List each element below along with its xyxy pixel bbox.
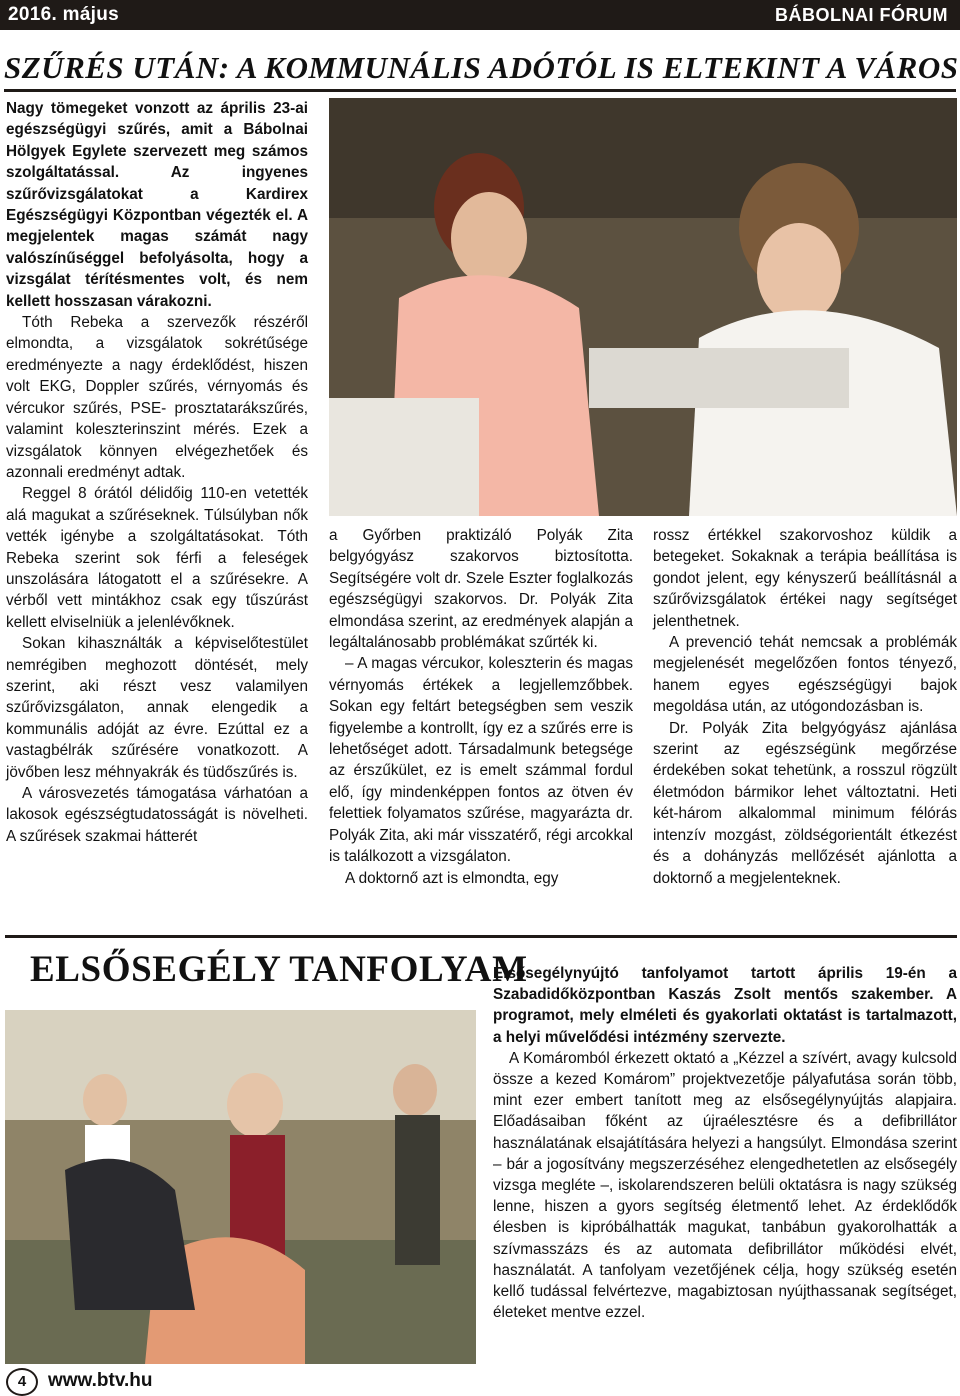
article-lead: Nagy tömegeket vonzott az április 23-ai egészségügyi szűrés, amit a Bábolnai Hölgyek Egylete szervezett meg számos szolgáltatással. Az ingyenes szűrővizsgálatokat a Kardirex Egészségügyi Központban végezték el. A megjelentek magas számát nagy valószínűséggel befolyásolta, hogy a vizsgálat térítésmentes volt, és nem kellett hosszasan várakozni. [6,100,308,310]
page-number: 4 [6,1368,38,1396]
first-aid-photo [5,1010,476,1364]
paragraph: A városvezetés támogatása várhatóan a lakosok egészségtudatosságát is növelheti. A szűrések szakmai hátterét [6,785,308,845]
article-headline: SZŰRÉS UTÁN: A KOMMUNÁLIS ADÓTÓL IS ELTEKINT A VÁROS [4,50,956,92]
header-bar [0,0,960,30]
article-column-1 [6,98,308,847]
paragraph: Dr. Polyák Zita belgyógyász ajánlása szerint az egészségünk megőrzése érdekében sokat tehetünk, a rosszul rögzült életmódon bármikor lehet változtatni. Heti két-három alkalommal minimum félórás intenzív mozgást, zöldségorientált étkezést és a dohányzás mellőzését ajánlotta a doktornő a megjelenteknek. [653,719,957,887]
first-aid-photo-illustration [5,1010,476,1364]
section-text [493,963,957,1323]
screening-photo-illustration [329,98,957,516]
screening-photo [329,98,957,516]
website-link[interactable]: www.btv.hu [48,1370,153,1391]
section-divider [5,935,957,938]
publication-name: BÁBOLNAI FÓRUM [775,5,948,25]
paragraph: – A magas vércukor, koleszterin és magas vérnyomás értékek a legjellemzőbbek. Sokan egy feltárt betegségben sem veszik figyelembe a kontrollt, így ez a szűrés erre is lehetőséget adott. Társadalmunk betegsége az érszűkület, ez is emelt számmal fordul elő, így mindenképpen fontos az ötven év felettiek folyamatos szűrése, magyarázta dr. Polyák Zita, aki már visszatérő, régi arcokkal is találkozott a vizsgálaton. [329,655,633,866]
paragraph: A doktornő azt is elmondta, egy [345,869,559,887]
paragraph: Reggel 8 órától délidőig 110-en vetették alá magukat a szűréseknek. Túlsúlyban nők vették igénybe a szolgáltatásokat. Tóth Rebeka szerint sok férfi a feleségek unszolására látogatott el a szűrésekre. A vérből vett mintákhoz csak egy tűszúrást kellett elviselniük a jelenlévőknek. [6,485,308,631]
article-column-2 [329,525,633,889]
paragraph: A prevenció tehát nemcsak a problémák megjelenését megelőzően fontos tényező, hanem egyes egészségügyi bajok megoldása után, az utógondozásban is. [653,634,957,716]
section-headline: ELSŐSEGÉLY TANFOLYAM [30,949,528,990]
issue-date: 2016. május [8,4,120,25]
paragraph: Sokan kihasználták a képviselőtestület nemrégiben meghozott döntését, mely szerint, aki részt vesz valamilyen szűrővizsgálaton, annak elengedik a kommunális adóját az évre. Ezúttal ez a vastagbélrák szűrésére vonatkozott. A jövőben lesz méhnyakrák és tüdőszűrés is. [6,635,308,781]
article-column-3 [653,525,957,889]
paragraph: Tóth Rebeka a szervezők részéről elmondta, a vizsgálatok sokrétűsége eredményezte a nagy érdeklődést, hiszen volt EKG, Doppler szűrés, vérnyomás és vércukor szűrés, PSE- prosztatarákszűrés, valamint koleszterinszint mérés. Ezek a vizsgálatok könnyen elvégezhetőek és azonnali eredményt adtak. [6,314,308,481]
paragraph: A Komáromból érkezett oktató a „Kézzel a szívért, avagy kulcsold össze a kezed Komárom” projektvezetője pályafutása során több, mint ezer embert tanított meg az elsősegélynyújtás alapjaira. Előadásaiban főként az újraélesztésre és a defibrillátor használatának elsajátítására helyezi a hangsúlyt. Elmondása szerint – bár a jogosítvány megszerzéséhez elengedhetetlen az elsősegély vizsga megléte –, iskolarendszeren belüli oktatásra is nagy szükség lenne, hiszen a gyors segítség életmentő lehet. Az érdeklődők élesben is kipróbálhatták magukat, tanbábun gyakorolhatták a szívmasszázs és az automata defibrillátor működési elvét, használatát. A tanfolyam vezetőjének célja, hogy szükség esetén kellő tudással felvértezve, magabiztosan nyújthassanak segítséget, életeket mentve ezzel. [493,1049,957,1322]
section-lead: Elsősegélynyújtó tanfolyamot tartott április 19-én a Szabadidőközpontban Kaszás Zsolt mentős szakember. A programot, mely elméleti és gyakorlati oktatást is tartalmazott, a helyi művelődési intézmény szervezte. [493,965,957,1046]
paragraph: a Győrben praktizáló Polyák Zita belgyógyász szakorvos biztosította. Segítségére volt dr. Szele Eszter foglalkozás egészségügyi szakorvos. Dr. Polyák Zita elmondása szerint, az eredmények alapján a legáltalánosabb problémákat szűrték ki. [329,527,633,652]
paragraph: rossz értékkel szakorvoshoz küldik a betegeket. Sokaknak a terápia beállítása is gondot jelent, egy kényszerű beállításnál a szűrővizsgálatok értékei nagy segítséget jelenthetnek. [653,527,957,630]
